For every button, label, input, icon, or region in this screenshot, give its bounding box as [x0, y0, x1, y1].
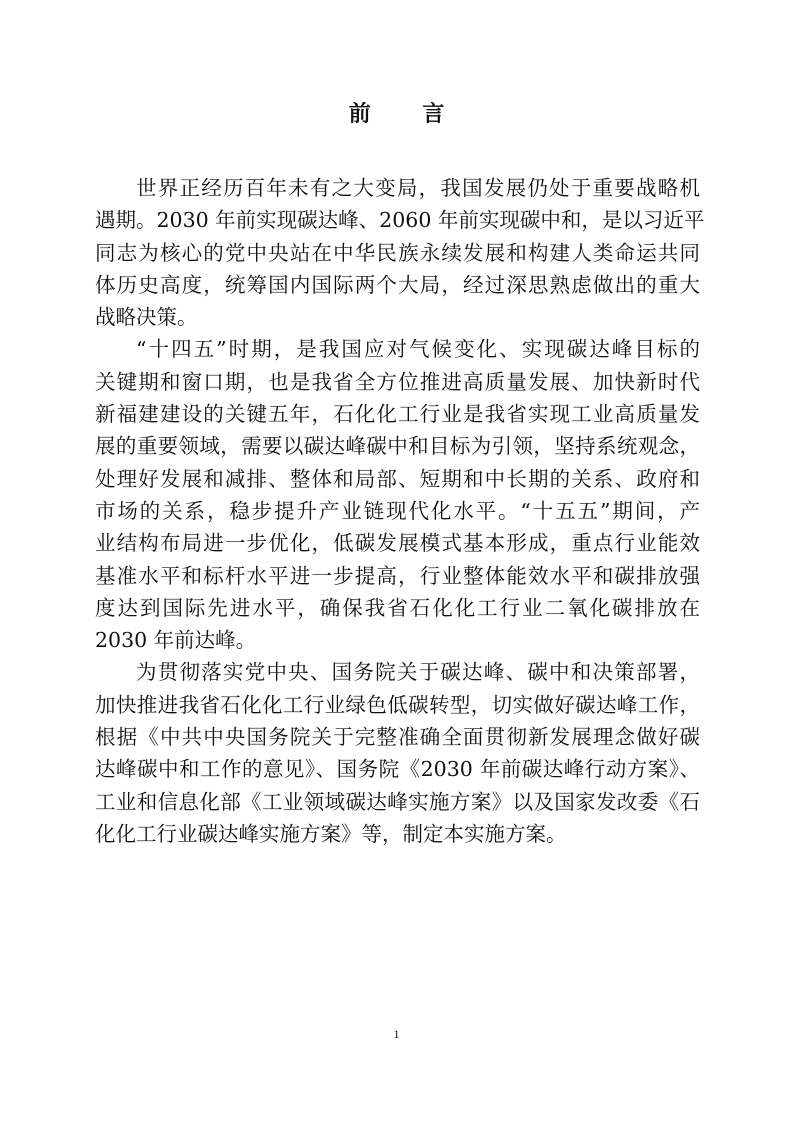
text-line: 体历史高度，统筹国内国际两个大局，经过深思熟虑做出的重大: [95, 272, 700, 297]
text-line: 世界正经历百年未有之大变局，我国发展仍处于重要战略机: [136, 176, 700, 200]
text-line: 处理好发展和减排、整体和局部、短期和中长期的关系、政府和: [95, 466, 700, 491]
text-line: 遇期。2030 年前实现碳达峰、2060 年前实现碳中和，是以习近平: [95, 208, 705, 233]
text-line: 关键期和窗口期，也是我省全方位推进高质量发展、加快新时代: [95, 369, 700, 394]
text-line: 同志为核心的党中央站在中华民族永续发展和构建人类命运共同: [95, 240, 700, 265]
text-line: 市场的关系，稳步提升产业链现代化水平。“十五五”期间，产: [95, 498, 700, 523]
text-line: 为贯彻落实党中央、国务院关于碳达峰、碳中和决策部署，: [136, 660, 700, 685]
text-line: 业结构布局进一步优化，低碳发展模式基本形成，重点行业能效: [95, 531, 700, 556]
text-line: 工业和信息化部《工业领域碳达峰实施方案》以及国家发改委《石: [95, 789, 700, 814]
page-number: 1: [393, 1027, 400, 1041]
body-text: [95, 172, 705, 850]
text-line: 展的重要领域，需要以碳达峰碳中和目标为引领，坚持系统观念，: [95, 434, 700, 459]
text-line: 化化工行业碳达峰实施方案》等，制定本实施方案。: [95, 821, 567, 846]
text-line: 基准水平和标杆水平进一步提高，行业整体能效水平和碳排放强: [95, 563, 700, 588]
text-line: 根据《中共中央国务院关于完整准确全面贯彻新发展理念做好碳: [95, 725, 700, 750]
page-title: 前 言: [348, 102, 467, 127]
text-line: 2030 年前达峰。: [95, 628, 257, 653]
text-line: “十四五”时期，是我国应对气候变化、实现碳达峰目标的: [136, 337, 700, 362]
text-line: 战略决策。: [95, 305, 198, 330]
paragraph-3: [95, 656, 700, 850]
text-line: 度达到国际先进水平，确保我省石化化工行业二氧化碳排放在: [95, 595, 700, 620]
paragraph-2: [95, 333, 700, 656]
text-line: 新福建建设的关键五年，石化化工行业是我省实现工业高质量发: [95, 402, 700, 427]
text-line: 达峰碳中和工作的意见》、国务院《2030 年前碳达峰行动方案》、: [95, 757, 700, 782]
text-line: 加快推进我省石化化工行业绿色低碳转型，切实做好碳达峰工作，: [95, 692, 700, 717]
paragraph-1: [95, 172, 705, 333]
